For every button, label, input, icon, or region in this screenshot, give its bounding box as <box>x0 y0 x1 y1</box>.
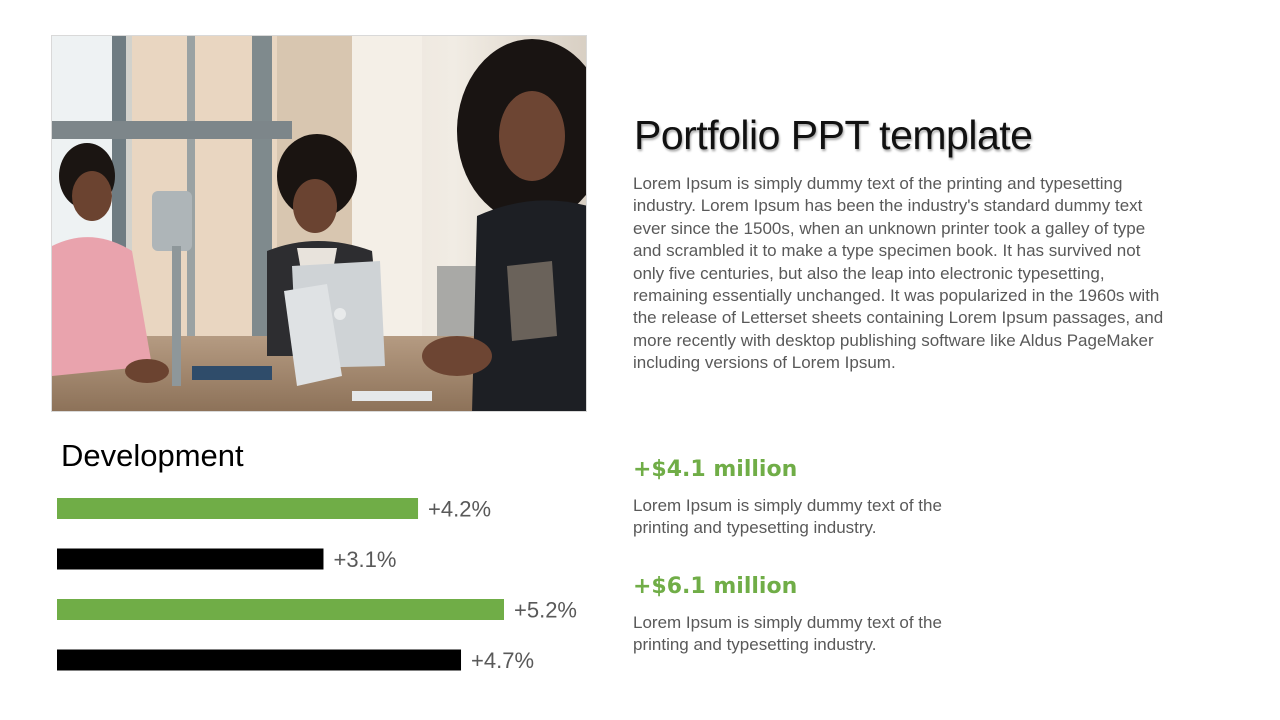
bar-label-1: +4.2% <box>428 496 492 522</box>
slide-body-text: Lorem Ipsum is simply dummy text of the printing and typesetting industry. Lorem Ipsum has been the industry's standard dummy text ever since the 1500s, when an unknown printer took a galley of type and scrambled it to make a type specimen book. It has survived not only five centuries, but also the leap into electronic typesetting, remaining essentially unchanged. It was popularized in the 1960s with the release of Letterset sheets containing Lorem Ipsum passages, and more recently with desktop publishing software like Aldus PageMaker including versions of Lorem Ipsum. <box>633 174 1164 373</box>
bar-2 <box>57 549 323 570</box>
bar-1 <box>57 498 418 519</box>
bar-4 <box>57 650 461 671</box>
bar-label-4: +4.7% <box>471 648 535 673</box>
chart-title: Development <box>61 438 244 473</box>
stat-desc-1: Lorem Ipsum is simply dummy text of the printing and typesetting industry. <box>633 496 942 538</box>
stat-value-2: +$6.1 million <box>633 574 798 599</box>
stat-desc-2: Lorem Ipsum is simply dummy text of the printing and typesetting industry. <box>633 613 942 655</box>
bar-3 <box>57 599 504 620</box>
bar-label-2: +3.1% <box>333 547 397 572</box>
bar-label-3: +5.2% <box>514 597 577 623</box>
slide-title: Portfolio PPT template <box>634 112 1033 158</box>
stat-value-1: +$4.1 million <box>633 457 798 482</box>
